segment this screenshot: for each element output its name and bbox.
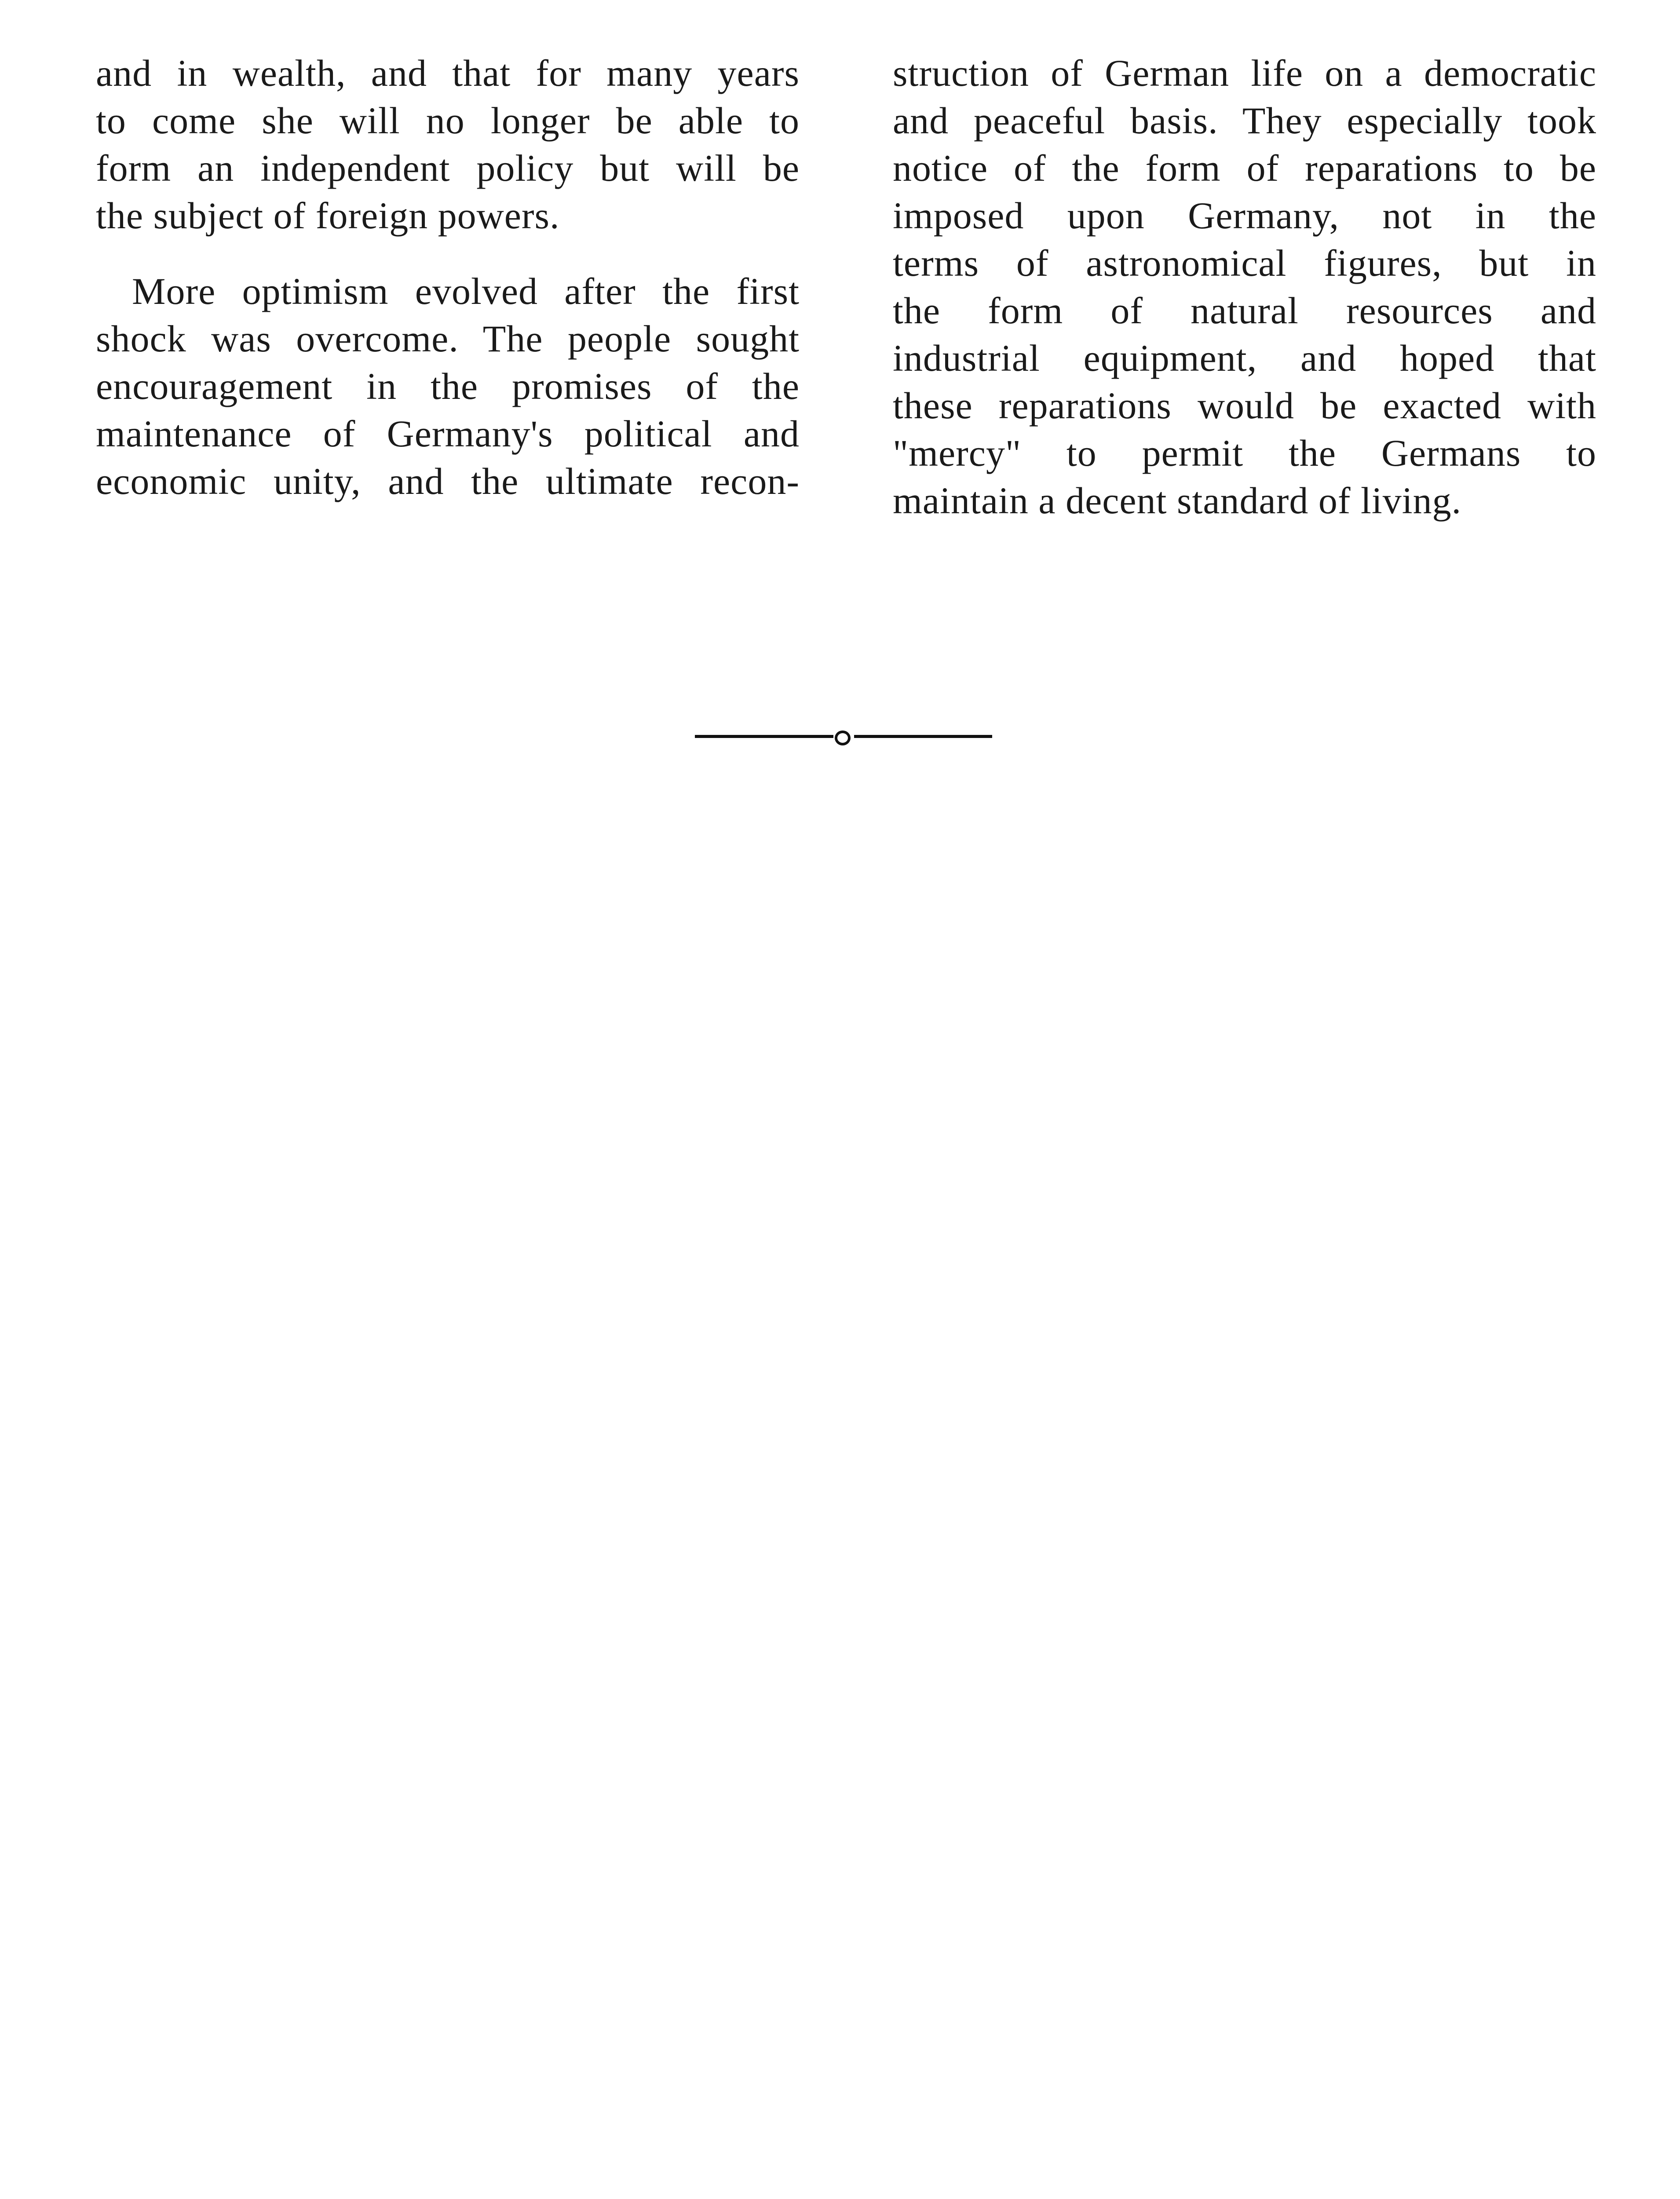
text-line: industrial equipment, and hoped that <box>893 337 1596 379</box>
right-paragraph-1 <box>893 49 1596 524</box>
text-line: encouragement in the promises of the <box>96 365 800 407</box>
text-line: More optimism evolved after the first <box>132 270 800 312</box>
text-line: maintenance of Germany's political and <box>96 413 800 455</box>
text-line: notice of the form of reparations to be <box>893 147 1596 189</box>
divider-ornament-icon <box>835 731 851 745</box>
text-line: these reparations would be exacted with <box>893 384 1596 427</box>
text-line: "mercy" to permit the Germans to <box>893 432 1596 474</box>
text-line: imposed upon Germany, not in the <box>893 194 1596 237</box>
text-line: the form of natural resources and <box>893 289 1596 332</box>
section-divider <box>695 727 992 745</box>
divider-rule-right <box>854 735 992 738</box>
left-text-column <box>96 49 800 505</box>
text-line: shock was overcome. The people sought <box>96 318 800 360</box>
left-paragraph-1 <box>96 49 800 239</box>
text-line: economic unity, and the ultimate recon- <box>96 460 800 502</box>
text-line: terms of astronomical figures, but in <box>893 242 1596 284</box>
text-line: and peaceful basis. They especially took <box>893 99 1596 142</box>
paragraph-gap <box>96 239 800 267</box>
text-line: form an independent policy but will be <box>96 147 800 189</box>
left-paragraph-2 <box>96 267 800 505</box>
text-line: to come she will no longer be able to <box>96 99 800 142</box>
right-text-column <box>893 49 1596 524</box>
divider-rule-left <box>695 735 833 738</box>
text-line: struction of German life on a democratic <box>893 52 1596 94</box>
text-line: maintain a decent standard of living. <box>893 479 1462 522</box>
text-line: the subject of foreign powers. <box>96 194 560 237</box>
text-line: and in wealth, and that for many years <box>96 52 800 94</box>
